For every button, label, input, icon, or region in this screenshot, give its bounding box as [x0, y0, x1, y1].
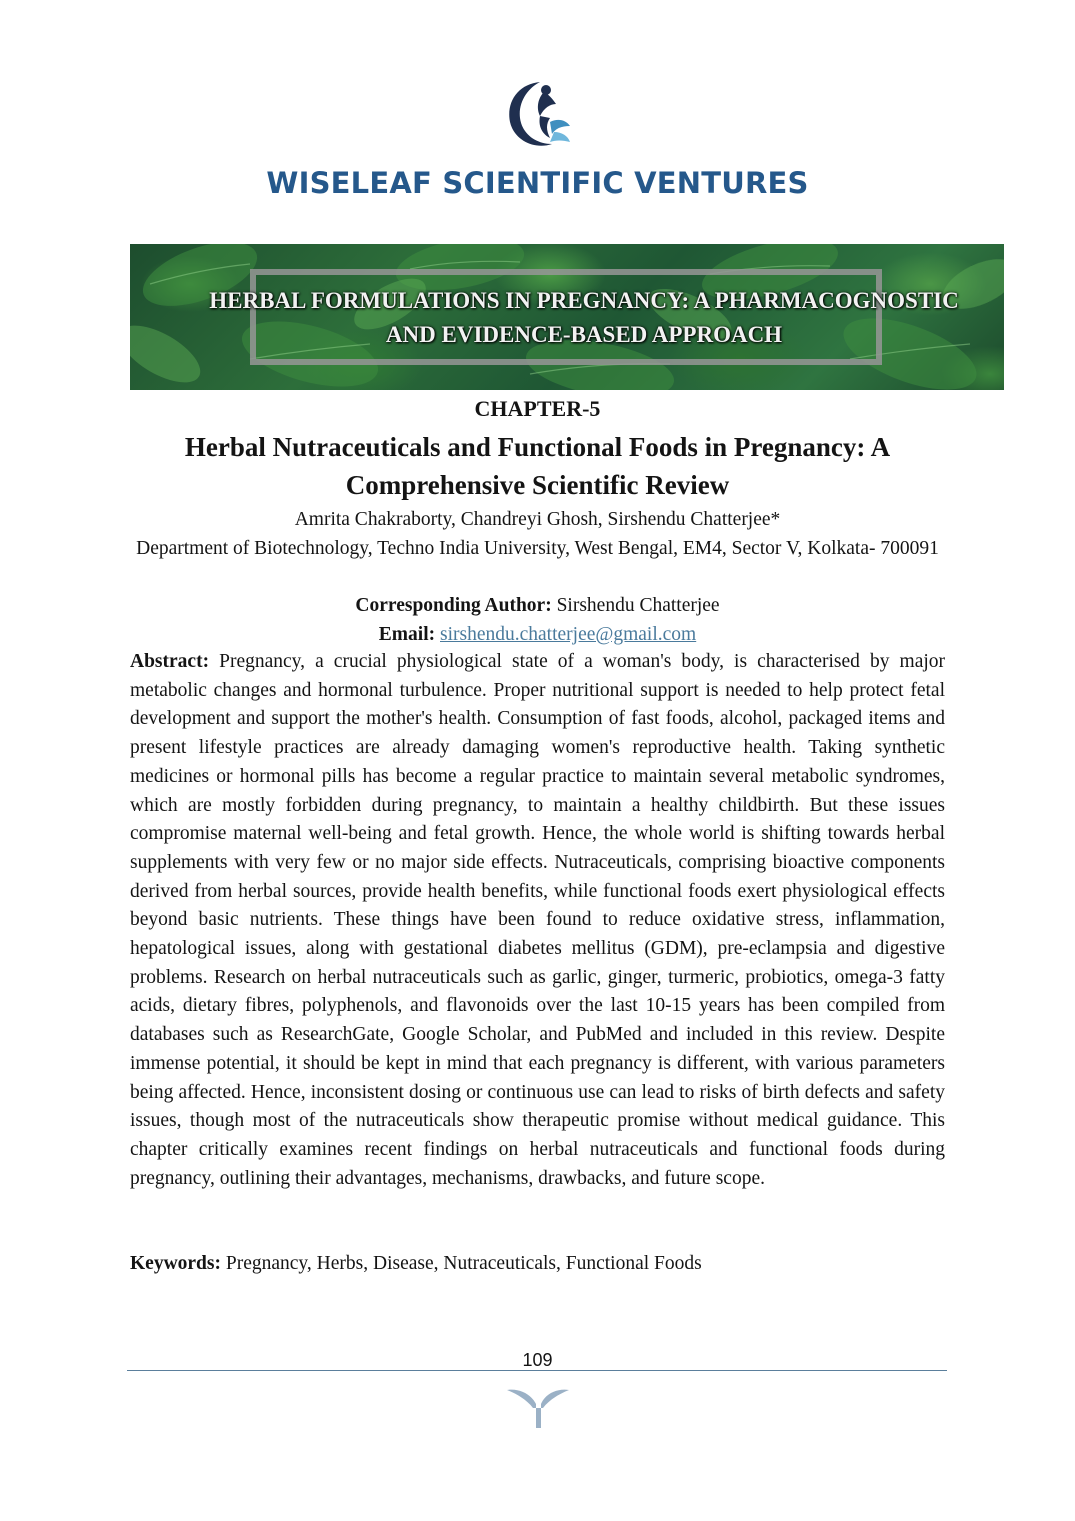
- keywords-label: Keywords:: [130, 1253, 221, 1274]
- corresponding-label: Corresponding Author:: [355, 595, 552, 616]
- chapter-title: Herbal Nutraceuticals and Functional Foods in Pregnancy: A Comprehensive Scientific Review: [184, 432, 891, 500]
- abstract: [130, 648, 945, 1193]
- corresponding-name: Sirshendu Chatterjee: [556, 595, 720, 616]
- keywords-text: Pregnancy, Herbs, Disease, Nutraceuticals, Functional Foods: [225, 1253, 702, 1274]
- publisher-logo-icon: [500, 78, 576, 152]
- corresponding-author: [130, 591, 945, 620]
- leaf-sprout-icon: [505, 1386, 571, 1430]
- email-label: Email:: [378, 624, 436, 645]
- book-title-line-2: AND EVIDENCE-BASED APPROACH: [385, 322, 783, 347]
- abstract-text: Pregnancy, a crucial physiological state of a woman's body, is characterised by major metabolic changes and hormonal turbulence. Proper nutritional support is needed to help protect fetal development and support the mother's health. Consumption of fast foods, alcohol, packaged items and present lifestyle practices are already damaging women's reproductive health. Taking synthetic medicines or hormonal pills has become a regular practice to maintain several metabolic syndromes, which are mostly forbidden during pregnancy, to maintain a healthy childbirth. But these issues compromise maternal well-being and fetal growth. Hence, the whole world is shifting towards herbal supplements with very few or no major side effects. Nutraceuticals, comprising bioactive components derived from herbal sources, provide health benefits, while functional foods exert physiological effects beyond basic nutrients. These things have been found to reduce oxidative stress, inflammation, hepatological issues, along with gestational diabetes mellitus (GDM), pre-eclampsia and digestive problems. Research on herbal nutraceuticals such as garlic, ginger, turmeric, probiotics, omega-3 fatty acids, dietary fibres, polyphenols, and flavonoids over the last 10-15 years has been compiled from databases such as ResearchGate, Google Scholar, and PubMed and included in this review. Despite immense potential, it should be kept in mind that each pregnancy is different, with various parameters being affected. Hence, inconsistent dosing or continuous use can lead to risks of birth defects and safety issues, though most of the nutraceuticals show therapeutic promise without medical guidance. This chapter critically examines recent findings on herbal nutraceuticals and functional foods during pregnancy, outlining their advantages, mechanisms, drawbacks, and future scope.: [130, 651, 946, 1189]
- book-title: [130, 284, 1004, 352]
- email-link[interactable]: sirshendu.chatterjee@gmail.com: [440, 624, 697, 645]
- email-line: [130, 620, 945, 649]
- book-title-line-1: HERBAL FORMULATIONS IN PREGNANCY: A PHARMACOGNOSTIC: [209, 288, 959, 313]
- page-number: 109: [522, 1350, 553, 1370]
- footer-divider: [127, 1370, 947, 1371]
- keywords: [130, 1249, 945, 1278]
- authors: Amrita Chakraborty, Chandreyi Ghosh, Sirshendu Chatterjee*: [294, 509, 781, 530]
- chapter-label: CHAPTER-5: [474, 396, 601, 421]
- publisher-name: WISELEAF SCIENTIFIC VENTURES: [266, 166, 809, 200]
- abstract-label: Abstract:: [130, 651, 210, 672]
- banner: [130, 244, 1004, 390]
- affiliation: Department of Biotechnology, Techno India University, West Bengal, EM4, Sector V, Kolkata- 700091: [136, 538, 939, 559]
